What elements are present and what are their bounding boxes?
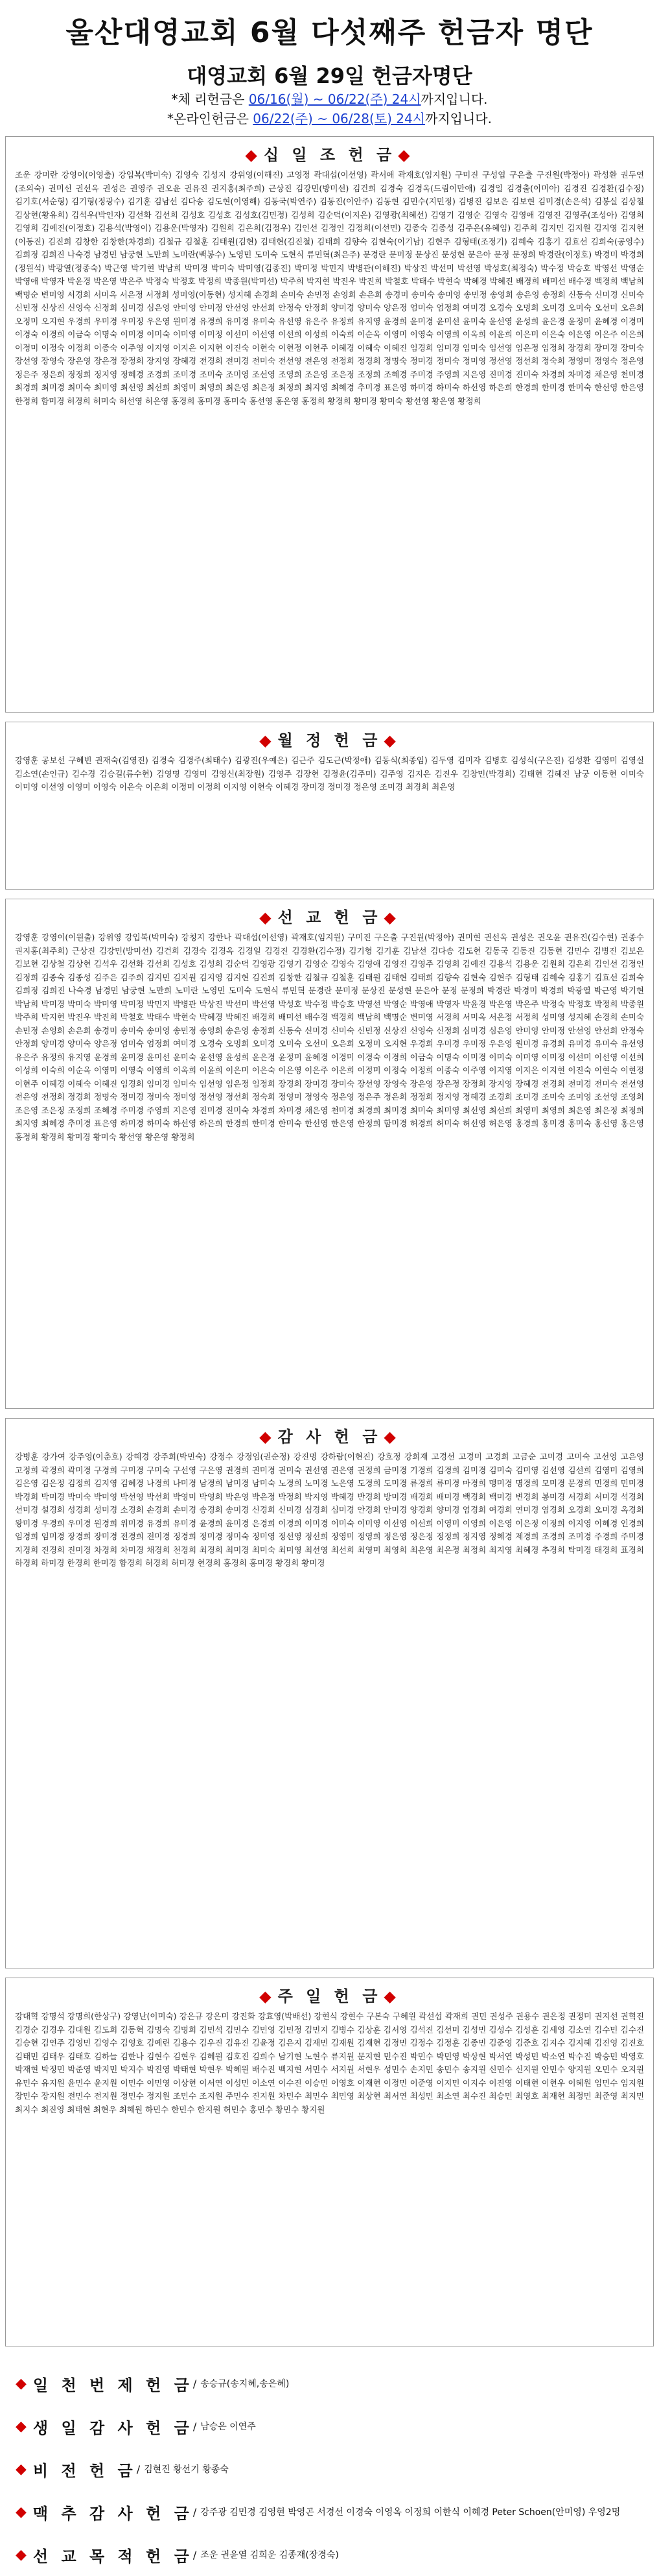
- section-title: [6, 1419, 653, 1447]
- period-offline-suffix: 까지입니다.: [421, 91, 488, 107]
- offering-donors: 남승은 이연주: [200, 2422, 256, 2432]
- diamond-icon: ◆: [259, 908, 275, 927]
- section-title: [6, 899, 653, 927]
- diamond-icon: ◆: [384, 908, 400, 927]
- diamond-icon: ◆: [16, 2503, 27, 2520]
- offering-donors: 강주광 김민경 김영현 박영곤 서경선 이경숙 이영옥 이정희 이한식 이혜경 Peter Schoen(안미영) 우영2명: [200, 2507, 621, 2518]
- page-subtitle: 대영교회 6월 29일 헌금자명단: [187, 64, 472, 88]
- donor-names: 조운 강미란 강영이(이영출) 강입복(박미숙) 김영숙 김성지 강위영(이해진) 고영정 곽대섭(이선영) 곽서애 곽재호(임지원) 구미진 구성엽 구은출 구진원(박정아) 곽성환 권두연(조의숙) 권미선 권선옥 권성은 권영주 권오윤 권유진 권지홍(최주희) 근상진 김강민(방미선) 김건희 김경숙 김경옥(드림이만애) 김경일 김경출(이미아) 김경진 김경환(김수정) 김기호(서순형) 김기형(정광수) 김기훈 김남선 김다송 김도현(이영해) 김동국(박연주) 김동진(이안주) 김동현 김민수(지민정) 김병진 김보은 김보현 김미경(손은석) 김봉실 김상철 김상현(황유희) 김석우(박인자) 김선화 김선희 김성호 김성호 김성호(김민정) 김성희 김순덕(이지은) 김영광(최혜선) 김영기 김영순 김영숙 김영애 김영진 김영주(조성아) 김영희 김영희 김예진(이정호) 김용석(박영이) 김용운(박영자) 김원희 김은희(김정우) 김인선 김정인 김정희(이선민) 김종숙 김종성 김주은(유혜임) 김주희 김지민 김지원 김지영 김지현(이동진) 김진희 김창한 김창한(차경희) 김철규 김철훈 김태원(김현) 김태현(김진철) 김태희 김향숙 김현숙(이기남) 김현주 김형태(조정기) 김혜숙 김홍기 김효선 김희숙(공영수) 김희정 김희진 나숙경 남경민 남궁현 노만희 노미란(백봉수) 노영민 도미숙 도현식 류민혁(최은주) 문경란 문미정 문상진 문성현 문은아 문정 문정희 박경란(이정호) 박경미 박경희(정원석) 박광열(정종숙) 박근영 박기현 박남희 박미경 박미숙 박미영(김종진) 박미정 박민지 박병관(이해진) 박상진 박선미 박선영 박성호(최정숙) 박수정 박승호 박영선 박영순 박영애 박영자 박윤경 박은영 박은주 박정숙 박정호 박정희 박종원(박미선) 박주희 박지현 박진우 박진희 박철호 박태수 박현숙 박혜경 박혜진 배경희 배미선 배수경 백경희 백남희 백명순 변미영 서경희 서미옥 서은정 서정희 성미영(이동현) 성지혜 손경희 손미숙 손민정 손영희 손은희 송경미 송미숙 송미영 송민정 송영희 송은영 송정희 신동숙 신미경 신미숙 신민정 신상진 신영숙 신정희 심미경 심은영 안미영 안미정 안선영 안선희 안정숙 안정희 양미경 양미숙 양은정 엄미숙 엄정희 여미경 오경숙 오명희 오미경 오미숙 오선미 오은희 오정미 오지현 우경희 우미경 우미정 우은영 원미경 유경희 유미경 유미숙 유선영 유은주 유정희 유지영 윤경희 윤미경 윤미선 윤미숙 윤선영 윤성희 윤은경 윤정미 윤혜경 이경미 이경숙 이경희 이금숙 이명숙 이미경 이미숙 이미영 이미정 이선미 이선영 이선희 이성희 이숙희 이순옥 이영미 이영숙 이영희 이옥희 이윤희 이은미 이은숙 이은영 이은주 이은희 이정미 이정숙 이정희 이종숙 이주영 이지영 이지은 이지현 이진숙 이현숙 이현정 이현주 이혜경 이혜숙 이혜진 임경희 임미경 임미숙 임선영 임은정 임정희 장경희 장미경 장미숙 장선영 장영숙 장은영 장은정 장정희 장지영 장혜경 전경희 전미경 전미숙 전선영 전은영 전정희 정경희 정명숙 정미경 정미숙 정미영 정선영 정선희 정숙희 정영미 정영숙 정은영 정은주 정은희 정정희 정지영 정혜경 조경희 조미경 조미숙 조미영 조선영 조영희 조은영 조은정 조정희 조혜경 주미경 주영희 지은영 진미경 진미숙 차경희 차미경 채은영 천미경 최경희 최미경 최미숙 최미영 최선영 최선희 최영미 최영희 최은영 최은정 최정희 최지영 최혜경 추미경 표은영 하미경 하미숙 하선영 하은희 한경희 한미경 한미숙 한선영 한은영 한정희 함미경 허경희 허미숙 허선영 허은영 홍경희 홍미경 홍미숙 홍선영 홍은영 홍정희 황경희 황미경 황미숙 황선영 황은영 황정희: [15, 170, 644, 406]
- section-title-text: 월 정 헌 금: [277, 731, 382, 750]
- special-offerings-list: [5, 2362, 654, 2576]
- donor-names: 강영훈 공보선 구혜빈 권재숙(김영진) 김경숙 김경주(최태수) 김광진(우예은) 김근주 김도근(박정애) 김동식(최종임) 김두영 김미자 김병호 김성식(구은진) 김성환 김영미 김영실 김소연(손인규) 김수경 김승길(류수현) 김영명 김영미 김영신(최장원) 김영주 김장현 김정윤(김주미) 김주영 김지은 김진우 김창민(박경희) 김태현 김혜진 남궁 이동현 이미숙 이미영 이선영 이영미 이영숙 이은숙 이은희 이정미 이정희 이지영 이현숙 이혜경 장미경 정미경 정은영 조미경 최경희 최은영: [15, 755, 644, 792]
- period-online: [0, 109, 659, 128]
- diamond-icon: ◆: [259, 1428, 275, 1446]
- separator: /: [192, 2420, 197, 2433]
- special-offering-row: [5, 2405, 654, 2448]
- offering-type-label: 선 교 목 적 헌 금: [32, 2547, 193, 2566]
- separator: /: [192, 2377, 197, 2390]
- offering-type-label: 맥 추 감 사 헌 금: [32, 2504, 193, 2523]
- section-title: [6, 1978, 653, 2006]
- separator: /: [192, 2548, 197, 2561]
- period-offline-range: 06/16(월) ~ 06/22(주) 24시: [248, 91, 421, 107]
- diamond-icon: ◆: [398, 146, 414, 164]
- separator: /: [136, 2463, 141, 2476]
- period-offline-prefix: *체 리헌금은: [171, 91, 249, 107]
- diamond-icon: ◆: [384, 1428, 400, 1446]
- section-title-text: 감 사 헌 금: [277, 1428, 382, 1446]
- period-online-suffix: 까지입니다.: [425, 111, 492, 126]
- special-offering-row: [5, 2533, 654, 2576]
- diamond-icon: ◆: [16, 2418, 27, 2435]
- diamond-icon: ◆: [16, 2375, 27, 2392]
- period-offline: [0, 89, 659, 109]
- offering-section: [5, 1978, 654, 2346]
- donor-names: 강대혁 강명석 강명희(한상구) 강영난(이미숙) 강은규 강은미 강진화 강효영(박배선) 강현식 강현수 구본숙 구혜원 곽선섭 곽재희 권민 권성주 권용수 권은정 권정미 권지선 권혁진 김경순 김경우 김대원 김도희 김동혁 김명숙 김명희 김민석 김민수 김민영 김민정 김민지 김병수 김상훈 김서영 김석진 김선미 김성민 김성수 김성훈 김세영 김소연 김수민 김수진 김승현 김연주 김영민 김영수 김영호 김예린 김용수 김우진 김유진 김윤정 김은지 김재민 김재원 김재현 김정민 김정수 김정훈 김종민 김준영 김준호 김지수 김지혜 김진영 김진호 김태민 김태우 김태호 김하늘 김한나 김현수 김현우 김혜원 김호진 김희수 남기현 노현수 류지원 문지현 민수진 박민수 박민영 박상현 박서연 박성민 박소연 박수진 박승민 박영호 박재현 박정민 박준영 박지민 박지수 박진영 박태현 박현우 박혜원 배수진 백지현 서민수 서지원 서현우 성민수 손지민 송민수 송지원 신민수 신지원 안민수 양지원 오민수 오지원 유민수 유지원 윤민수 윤지원 이민수 이민영 이상현 이서연 이성민 이소연 이수진 이승민 이영호 이재현 이정민 이준영 이지민 이지수 이진영 이태현 이현우 이혜원 임민수 임지원 장민수 장지원 전민수 전지원 정민수 정지원 조민수 조지원 주민수 진지원 차민수 최민수 최민영 최상현 최서연 최성민 최소연 최수진 최승민 최영호 최재현 최정민 최준영 최지민 최지수 최진영 최태현 최현우 최혜원 하민수 한민수 한지원 허민수 홍민수 황민수 황지원: [15, 2011, 644, 2114]
- special-offering-row: [5, 2448, 654, 2490]
- offering-section: [5, 722, 654, 890]
- section-title: [6, 722, 653, 750]
- diamond-icon: ◆: [245, 146, 261, 164]
- period-online-prefix: *온라인헌금은: [167, 111, 253, 126]
- offering-type-label: 비 전 헌 금: [32, 2461, 137, 2480]
- section-title-text: 주 일 헌 금: [277, 1987, 382, 2005]
- section-title: [6, 137, 653, 165]
- page-title: 울산대영교회 6월 다섯째주 헌금자 명단: [65, 16, 594, 49]
- donor-names: 강영훈 강영이(이원출) 강위영 강입복(박미숙) 강청지 강한나 곽대섭(이선영) 곽재호(임지원) 구미진 구은출 구진원(박정아) 권미현 권선옥 권성은 권오윤 권유진(김수현) 권종수 권지홍(최주희) 근상진 김강민(방미선) 김건희 김경숙 김경옥 김경일 김경진 김경환(김수정) 김기형 김기훈 김남선 김다송 김도현 김동국 김동진 김동현 김민수 김병진 김보은 김보현 김상철 김상현 김석우 김선화 김선희 김성호 김성희 김순덕 김영광 김영기 김영순 김영숙 김영애 김영진 김영주 김영희 김예진 김용석 김용운 김원희 김은희 김인선 김정인 김정희 김종숙 김종성 김주은 김주희 김지민 김지원 김지영 김지현 김진희 김창한 김철규 김철훈 김태원 김태현 김태희 김향숙 김현숙 김현주 김형태 김혜숙 김홍기 김효선 김희숙 김희정 김희진 나숙경 남경민 남궁현 노만희 노미란 노영민 도미숙 도현식 류민혁 문경란 문미정 문상진 문성현 문은아 문정 문정희 박경란 박경미 박경희 박광열 박근영 박기현 박남희 박미경 박미숙 박미영 박미정 박민지 박병관 박상진 박선미 박선영 박성호 박수정 박승호 박영선 박영순 박영애 박영자 박윤경 박은영 박은주 박정숙 박정호 박정희 박종원 박주희 박지현 박진우 박진희 박철호 박태수 박현숙 박혜경 박혜진 배경희 배미선 배수경 백경희 백남희 백명순 변미영 서경희 서미옥 서은정 서정희 성미영 성지혜 손경희 손미숙 손민정 손영희 손은희 송경미 송미숙 송미영 송민정 송영희 송은영 송정희 신동숙 신미경 신미숙 신민정 신상진 신영숙 신정희 심미경 심은영 안미영 안미정 안선영 안선희 안정숙 안정희 양미경 양미숙 양은정 엄미숙 엄정희 여미경 오경숙 오명희 오미경 오미숙 오선미 오은희 오정미 오지현 우경희 우미경 우미정 우은영 원미경 유경희 유미경 유미숙 유선영 유은주 유정희 유지영 윤경희 윤미경 윤미선 윤미숙 윤선영 윤성희 윤은경 윤정미 윤혜경 이경미 이경숙 이경희 이금숙 이명숙 이미경 이미숙 이미영 이미정 이선미 이선영 이선희 이성희 이숙희 이순옥 이영미 이영숙 이영희 이옥희 이윤희 이은미 이은숙 이은영 이은주 이은희 이정미 이정숙 이정희 이종숙 이주영 이지영 이지은 이지현 이진숙 이현숙 이현정 이현주 이혜경 이혜숙 이혜진 임경희 임미경 임미숙 임선영 임은정 임정희 장경희 장미경 장미숙 장선영 장영숙 장은영 장은정 장정희 장지영 장혜경 전경희 전미경 전미숙 전선영 전은영 전정희 정경희 정명숙 정미경 정미숙 정미영 정선영 정선희 정숙희 정영미 정영숙 정은영 정은주 정은희 정정희 정지영 정혜경 조경희 조미경 조미숙 조미영 조선영 조영희 조은영 조은정 조정희 조혜경 주미경 주영희 지은영 진미경 진미숙 차경희 차미경 채은영 천미경 최경희 최미경 최미숙 최미영 최선영 최선희 최영미 최영희 최은영 최은정 최정희 최지영 최혜경 추미경 표은영 하미경 하미숙 하선영 하은희 한경희 한미경 한미숙 한선영 한은영 한정희 함미경 허경희 허미숙 허선영 허은영 홍경희 홍미경 홍미숙 홍선영 홍은영 홍정희 황경희 황미경 황미숙 황선영 황은영 황정희: [15, 932, 644, 1142]
- offering-type-label: 생 일 감 사 헌 금: [32, 2418, 193, 2437]
- diamond-icon: ◆: [16, 2546, 27, 2563]
- diamond-icon: ◆: [384, 731, 400, 750]
- offering-donors: 김현진 황선기 황종숙: [144, 2464, 229, 2475]
- offering-section: [5, 1418, 654, 1968]
- separator: /: [192, 2505, 197, 2518]
- offering-section: [5, 899, 654, 1409]
- period-online-range: 06/22(주) ~ 06/28(토) 24시: [253, 111, 426, 126]
- sections-container: [0, 136, 659, 2346]
- special-offering-row: [5, 2362, 654, 2405]
- offering-period-notice: [0, 89, 659, 128]
- diamond-icon: ◆: [384, 1987, 400, 2005]
- offering-donors: 송승규(송지혜,송은혜): [200, 2379, 290, 2389]
- diamond-icon: ◆: [259, 731, 275, 750]
- offering-donors: 조운 권윤열 김희운 김종재(장경숙): [200, 2550, 339, 2560]
- diamond-icon: ◆: [259, 1987, 275, 2005]
- offering-section: [5, 136, 654, 713]
- donor-names: 강병훈 강가여 강주영(이춘호) 강혜경 강주희(박민숙) 강정수 강정임(권순정) 강진명 강하람(이현진) 강호정 강희재 고경선 고경미 고경희 고금순 고미경 고미숙 고선영 고은영 고정희 곽경희 곽미경 구경희 구미경 구미숙 구선영 구은영 권경희 권미경 권미숙 권선영 권은영 권정희 금미경 기경희 김경희 김미경 김미숙 김미영 김선영 김선희 김영미 김영희 김은영 김은정 김정희 김지영 김혜경 나경희 나미경 남경희 남미경 남미숙 노경희 노미경 노은영 도경희 도미경 류경희 류미경 마경희 맹미경 명경희 모미경 문경희 민경희 민미경 박경희 박미경 박미숙 박미영 박선영 박선희 박영미 박영희 박은영 박은정 박정희 박지영 박혜경 반경희 방미경 배경희 배미경 백경희 백미경 변경희 봉미경 서경희 서미경 석경희 선미경 설경희 성경희 성미경 소경희 손경희 손미경 송경희 송미경 신경희 신미경 심경희 심미경 안경희 안미경 양경희 양미경 엄경희 여경희 연미경 염경희 오경희 오미경 옥경희 왕미경 우경희 우미경 원경희 위미경 유경희 유미경 윤경희 윤미경 은경희 이경희 이미경 이미숙 이미영 이선영 이선희 이영미 이영희 이은영 이은정 이정희 이지영 이혜경 인경희 임경희 임미경 장경희 장미경 전경희 전미경 정경희 정미경 정미숙 정미영 정선영 정선희 정영미 정영희 정은영 정은정 정정희 정지영 정혜경 제경희 조경희 조미경 주경희 주미경 지경희 진경희 진미경 차경희 차미경 채경희 천경희 최경희 최미경 최미숙 최미영 최선영 최선희 최영미 최영희 최은영 최은정 최정희 최지영 최혜경 추경희 탁미경 태경희 표경희 하경희 하미경 한경희 한미경 함경희 허경희 허미경 현경희 홍경희 홍미경 황경희 황미경: [15, 1452, 644, 1568]
- special-offering-row: [5, 2490, 654, 2533]
- diamond-icon: ◆: [16, 2461, 27, 2477]
- offering-type-label: 일 천 번 제 헌 금: [32, 2376, 193, 2394]
- section-title-text: 선 교 헌 금: [277, 908, 382, 927]
- section-title-text: 십 일 조 헌 금: [263, 146, 396, 164]
